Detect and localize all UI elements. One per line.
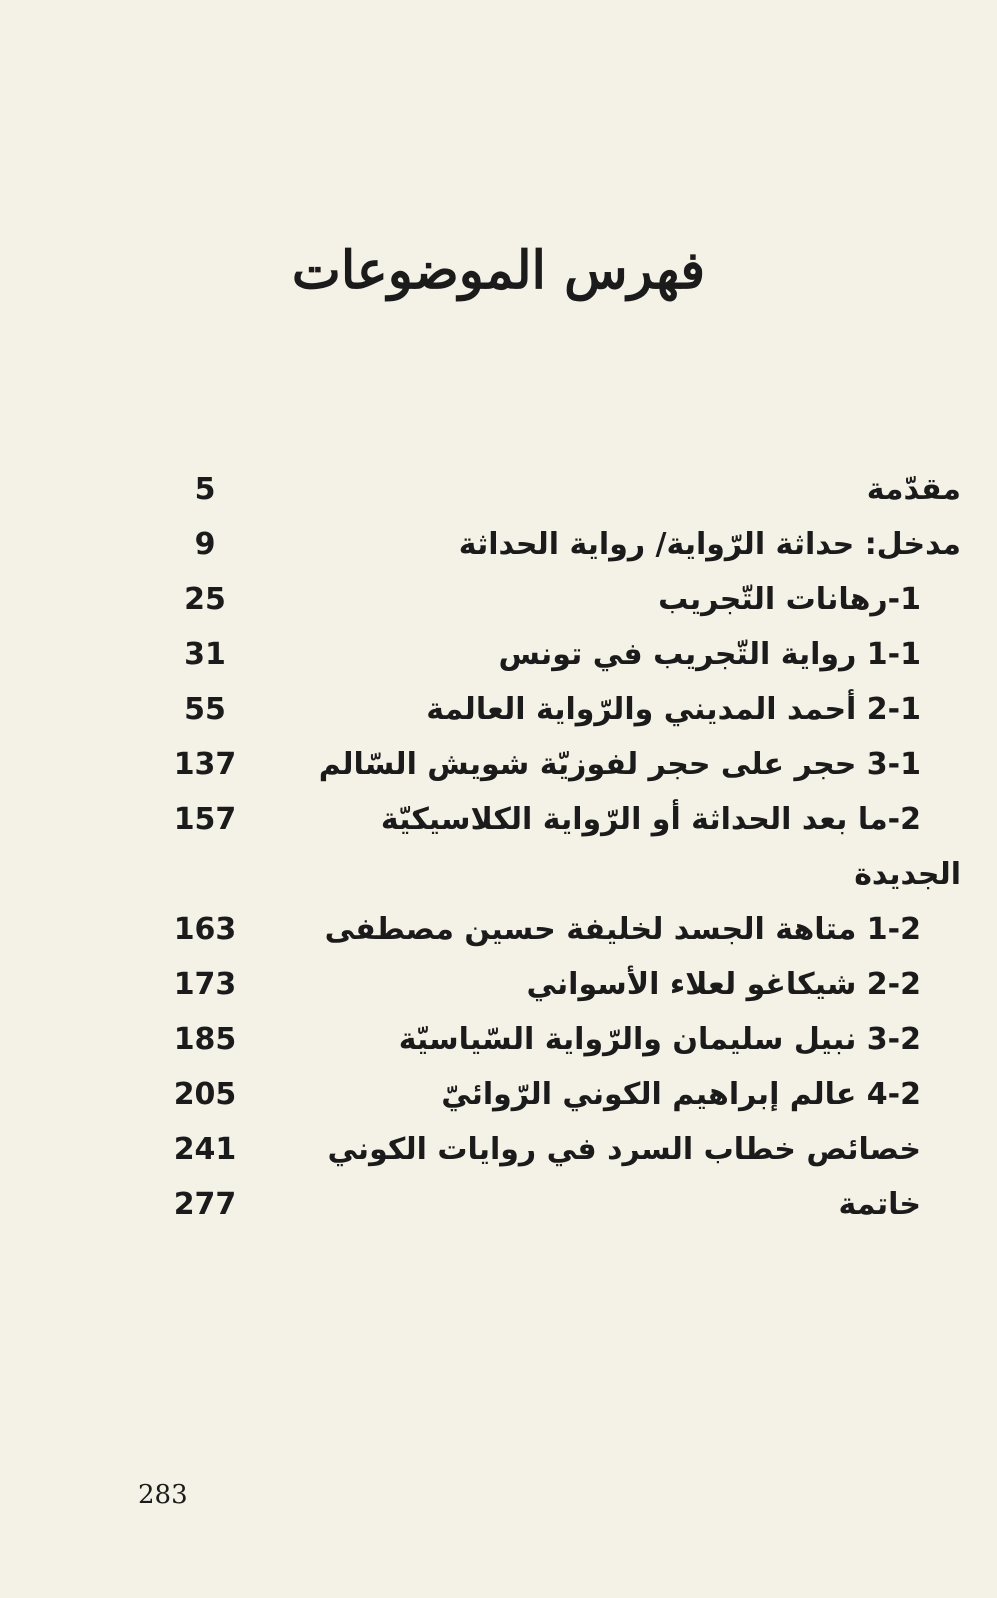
toc-entry-page: 9 [194,527,216,562]
toc-entry-title: 2-1 أحمد المديني والرّواية العالمة [426,692,921,727]
toc-entry-page: 173 [173,967,237,1002]
toc-entry-page: 205 [173,1077,237,1112]
toc-entry-page: 55 [184,692,226,727]
table-of-contents [0,470,997,1240]
toc-entry [0,1185,997,1240]
toc-entry-title: 1-2 متاهة الجسد لخليفة حسين مصطفى [324,912,921,947]
toc-entry-title: 1-1 رواية التّجريب في تونس [498,637,921,672]
toc-entry-page: 185 [173,1022,237,1057]
toc-entry-title: 2-ما بعد الحداثة أو الرّواية الكلاسيكيّة [380,802,921,837]
toc-entry-page: 163 [173,912,237,947]
toc-entry [0,690,997,745]
toc-entry [0,965,997,1020]
toc-entry [0,580,997,635]
toc-entry-title: 2-2 شيكاغو لعلاء الأسواني [526,967,921,1002]
toc-entry-page: 157 [173,802,237,837]
toc-entry [0,855,997,910]
toc-entry [0,1075,997,1130]
toc-entry-page: 5 [194,472,216,507]
toc-entry-title: خاتمة [838,1187,921,1222]
toc-entry-title: مدخل: حداثة الرّواية/ رواية الحداثة [458,527,961,562]
toc-entry [0,635,997,690]
toc-entry-page: 241 [173,1132,237,1167]
page-number: 283 [138,1480,188,1510]
toc-entry [0,910,997,965]
toc-entry [0,745,997,800]
toc-entry [0,800,997,855]
toc-entry-title: مقدّمة [866,472,961,507]
toc-entry [0,1020,997,1075]
toc-entry [0,1130,997,1185]
toc-entry-title: خصائص خطاب السرد في روايات الكوني [327,1132,921,1167]
toc-entry-title: 1-رهانات التّجريب [658,582,921,617]
page-title: فهرس الموضوعات [291,240,706,301]
toc-entry [0,470,997,525]
toc-entry-title: 3-2 نبيل سليمان والرّواية السّياسيّة [398,1022,921,1057]
toc-entry [0,525,997,580]
toc-entry-page: 137 [173,747,237,782]
toc-entry-title: 4-2 عالم إبراهيم الكوني الرّوائيّ [441,1077,921,1112]
toc-entry-page: 31 [184,637,226,672]
toc-entry-title: 3-1 حجر على حجر لفوزيّة شويش السّالم [318,747,921,782]
toc-entry-page: 25 [184,582,226,617]
toc-entry-title: الجديدة [854,857,961,892]
toc-entry-page: 277 [173,1187,237,1222]
